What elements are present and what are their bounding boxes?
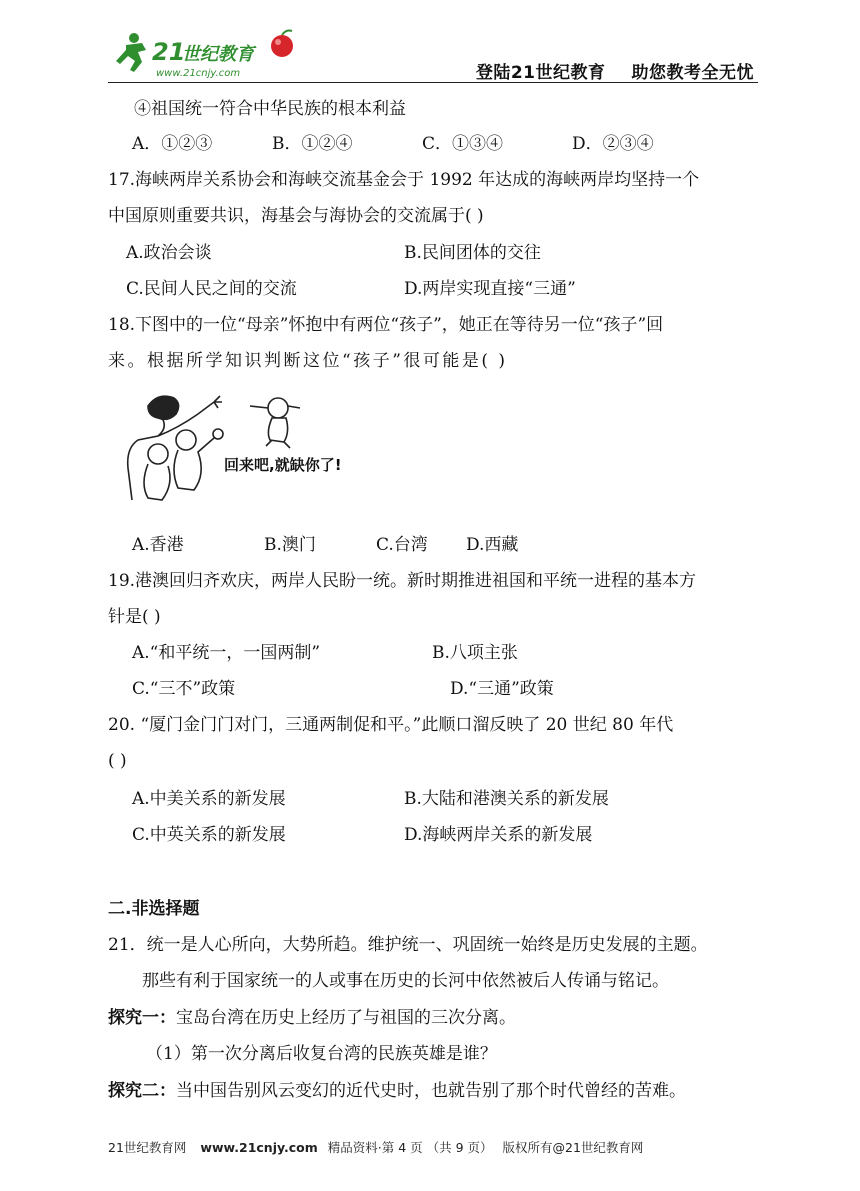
svg-text:21: 21 (152, 38, 186, 66)
apple-icon (271, 31, 293, 58)
q20-option-d: D.海峡两岸关系的新发展 (404, 825, 593, 845)
runner-icon (116, 33, 146, 72)
header-slogan (476, 58, 754, 83)
q16-option-a: A．①②③ (132, 134, 213, 154)
q20-stem-line1: 20. “厦门金门门对门，三通两制促和平。”此顺口溜反映了 20 世纪 80 年代 (108, 715, 674, 735)
q17-option-c: C.民间人民之间的交流 (126, 279, 297, 299)
q19-stem-line2: 针是( ) (108, 607, 161, 627)
site-logo (112, 28, 312, 82)
q16-option-d: D．②③④ (572, 134, 654, 154)
q21-stem-line2: 那些有利于国家统一的人或事在历史的长河中依然被后人传诵与铭记。 (142, 971, 669, 991)
explore1-text: 宝岛台湾在历史上经历了与祖国的三次分离。 (176, 1008, 516, 1028)
q20-option-a: A.中美关系的新发展 (132, 789, 286, 809)
footer-page-info: 精品资料·第 4 页 （共 9 页） (327, 1140, 493, 1155)
explore2-paragraph (108, 1080, 686, 1102)
q18-option-d: D.西藏 (466, 535, 519, 555)
q18-stem-line2: 来。根据所学知识判断这位“孩子”很可能是( ) (108, 351, 508, 371)
slogan-right: 助您教考全无忧 (631, 63, 754, 83)
logo-text: 世纪教育 (182, 44, 254, 65)
q16-item-4: ④祖国统一符合中华民族的根本利益 (134, 99, 406, 119)
explore1-label: 探究一： (108, 1008, 176, 1028)
q18-stem-line1: 18.下图中的一位“母亲”怀抱中有两位“孩子”，她正在等待另一位“孩子”回 (108, 315, 664, 335)
mother-children-cartoon (118, 388, 408, 518)
q19-option-b: B.八项主张 (432, 643, 518, 663)
q17-option-d: D.两岸实现直接“三通” (404, 279, 576, 299)
slogan-left: 登陆21世纪教育 (475, 63, 606, 83)
explore2-text: 当中国告别风云变幻的近代史时，也就告别了那个时代曾经的苦难。 (176, 1081, 686, 1101)
section-title: 二.非选择题 (108, 899, 200, 919)
header-divider (108, 82, 758, 83)
q20-option-c: C.中英关系的新发展 (132, 825, 286, 845)
q16-option-c: C．①③④ (422, 134, 504, 154)
q20-option-b: B.大陆和港澳关系的新发展 (404, 789, 609, 809)
explore1-paragraph (108, 1007, 516, 1029)
q16-option-b: B．①②④ (272, 134, 353, 154)
logo-url: www.21cnjy.com (156, 68, 241, 79)
q18-option-b: B.澳门 (264, 535, 316, 555)
q18-option-c: C.台湾 (376, 535, 428, 555)
q17-stem-line1: 17.海峡两岸关系协会和海峡交流基金会于 1992 年达成的海峡两岸均坚持一个 (108, 170, 700, 190)
page-footer (108, 1138, 643, 1156)
footer-url[interactable]: www.21cnjy.com (200, 1140, 318, 1155)
footer-copyright: 版权所有@21世纪教育网 (502, 1140, 644, 1155)
q20-stem-line2: ( ) (108, 751, 127, 771)
explore1-question-1: （1）第一次分离后收复台湾的民族英雄是谁？ (146, 1044, 497, 1064)
q19-option-d: D.“三通”政策 (450, 679, 554, 699)
q18-option-a: A.香港 (132, 535, 184, 555)
q21-stem-line1: 21．统一是人心所向，大势所趋。维护统一、巩固统一始终是历史发展的主题。 (108, 935, 708, 955)
q19-option-a: A.“和平统一，一国两制” (132, 643, 321, 663)
explore2-label: 探究二： (108, 1081, 176, 1101)
footer-site: 21世纪教育网 (108, 1140, 187, 1155)
q17-option-b: B.民间团体的交往 (404, 243, 541, 263)
page-header (108, 28, 758, 82)
q19-stem-line1: 19.港澳回归齐欢庆，两岸人民盼一统。新时期推进祖国和平统一进程的基本方 (108, 571, 697, 591)
q17-stem-line2: 中国原则重要共识，海基会与海协会的交流属于( ) (108, 206, 484, 226)
q19-option-c: C.“三不”政策 (132, 679, 236, 699)
cartoon-illustration (118, 388, 408, 518)
q17-option-a: A.政治会谈 (126, 243, 212, 263)
cartoon-caption: 回来吧,就缺你了! (224, 456, 342, 474)
